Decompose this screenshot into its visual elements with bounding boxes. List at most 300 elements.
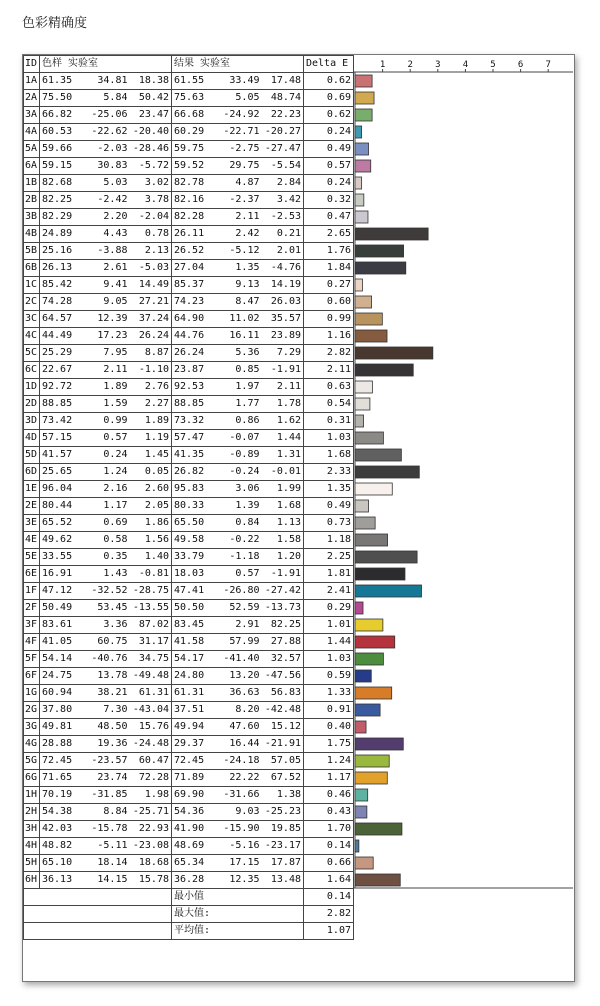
delta-e-value: 2.65 (304, 226, 354, 243)
reference-lab-value: -28.46 (130, 141, 172, 158)
result-lab-value: -0.07 (214, 430, 262, 447)
delta-e-value: 2.11 (304, 362, 354, 379)
stat-label: 平均值: (172, 923, 304, 940)
delta-e-bar (355, 721, 366, 733)
delta-e-bar (355, 619, 383, 631)
reference-lab-value: 9.41 (82, 277, 130, 294)
delta-e-value: 2.25 (304, 549, 354, 566)
delta-e-bar (355, 636, 395, 648)
delta-e-bar (355, 126, 362, 138)
delta-e-bar (355, 330, 387, 342)
reference-lab-value: 4.43 (82, 226, 130, 243)
result-lab-value: -5.12 (214, 243, 262, 260)
delta-e-bar (355, 228, 428, 240)
reference-lab-value: 25.29 (40, 345, 82, 362)
stat-row (24, 889, 354, 906)
table-row (24, 226, 354, 243)
result-lab-value: -23.17 (262, 838, 304, 855)
delta-e-value: 0.62 (304, 73, 354, 90)
result-lab-value: 85.37 (172, 277, 214, 294)
patch-id: 5B (24, 243, 40, 260)
reference-lab-value: -22.62 (82, 124, 130, 141)
table-row (24, 158, 354, 175)
result-lab-value: 1.20 (262, 549, 304, 566)
reference-lab-value: 59.66 (40, 141, 82, 158)
table-row (24, 651, 354, 668)
table-row (24, 311, 354, 328)
delta-e-bar (355, 92, 374, 104)
table-row (24, 345, 354, 362)
patch-id: 2B (24, 192, 40, 209)
result-lab-value: 26.24 (172, 345, 214, 362)
reference-lab-value: -31.85 (82, 787, 130, 804)
table-row (24, 396, 354, 413)
delta-e-value: 1.81 (304, 566, 354, 583)
result-lab-value: 9.13 (214, 277, 262, 294)
reference-lab-value: 1.98 (130, 787, 172, 804)
result-lab-value: 37.51 (172, 702, 214, 719)
result-lab-value: 8.20 (214, 702, 262, 719)
result-lab-value: 48.74 (262, 90, 304, 107)
table-row (24, 107, 354, 124)
table-row (24, 855, 354, 872)
reference-lab-value: 1.24 (82, 464, 130, 481)
result-lab-value: -2.75 (214, 141, 262, 158)
reference-lab-value: 7.95 (82, 345, 130, 362)
delta-e-value: 0.24 (304, 124, 354, 141)
stat-blank (24, 906, 172, 923)
delta-e-value: 1.33 (304, 685, 354, 702)
reference-lab-value: 24.75 (40, 668, 82, 685)
result-lab-value: 82.78 (172, 175, 214, 192)
delta-e-value: 0.29 (304, 600, 354, 617)
delta-e-bar (355, 347, 433, 359)
result-lab-value: 47.41 (172, 583, 214, 600)
result-lab-value: -1.18 (214, 549, 262, 566)
result-lab-value: 71.89 (172, 770, 214, 787)
delta-e-bar-chart (353, 55, 573, 981)
reference-lab-value: 88.85 (40, 396, 82, 413)
result-lab-value: 8.47 (214, 294, 262, 311)
result-lab-value: 61.55 (172, 73, 214, 90)
delta-e-value: 1.18 (304, 532, 354, 549)
result-lab-value: 23.87 (172, 362, 214, 379)
table-row (24, 753, 354, 770)
reference-lab-value: 49.81 (40, 719, 82, 736)
result-lab-value: 0.85 (214, 362, 262, 379)
table-row (24, 362, 354, 379)
result-lab-value: 13.48 (262, 872, 304, 889)
delta-e-value: 0.69 (304, 90, 354, 107)
result-lab-value: -13.73 (262, 600, 304, 617)
reference-lab-value: 72.28 (130, 770, 172, 787)
reference-lab-value: -23.57 (82, 753, 130, 770)
delta-e-value: 1.01 (304, 617, 354, 634)
patch-id: 2A (24, 90, 40, 107)
delta-e-value: 0.73 (304, 515, 354, 532)
delta-e-value: 1.76 (304, 243, 354, 260)
reference-lab-value: -13.55 (130, 600, 172, 617)
patch-id: 2D (24, 396, 40, 413)
result-lab-value: 26.52 (172, 243, 214, 260)
result-lab-value: 18.03 (172, 566, 214, 583)
result-lab-value: 57.47 (172, 430, 214, 447)
reference-lab-value: 22.93 (130, 821, 172, 838)
delta-e-value: 0.24 (304, 175, 354, 192)
table-row (24, 243, 354, 260)
header-result-lab: 结果 实验室 (172, 56, 304, 73)
reference-lab-value: 19.36 (82, 736, 130, 753)
patch-id: 4C (24, 328, 40, 345)
result-lab-value: -20.27 (262, 124, 304, 141)
reference-lab-value: 12.39 (82, 311, 130, 328)
result-lab-value: 14.19 (262, 277, 304, 294)
table-row (24, 685, 354, 702)
result-lab-value: 1.39 (214, 498, 262, 515)
result-lab-value: 2.11 (214, 209, 262, 226)
reference-lab-value: 57.15 (40, 430, 82, 447)
reference-lab-value: 0.05 (130, 464, 172, 481)
result-lab-value: 0.84 (214, 515, 262, 532)
result-lab-value: -5.54 (262, 158, 304, 175)
result-lab-value: -31.66 (214, 787, 262, 804)
patch-id: 3B (24, 209, 40, 226)
delta-e-bar (355, 806, 367, 818)
patch-id: 1B (24, 175, 40, 192)
page-title: 色彩精确度 (22, 16, 88, 31)
result-lab-value: 17.48 (262, 73, 304, 90)
table-row (24, 702, 354, 719)
result-lab-value: 72.45 (172, 753, 214, 770)
reference-lab-value: 48.82 (40, 838, 82, 855)
reference-lab-value: 31.17 (130, 634, 172, 651)
stat-blank (24, 923, 172, 940)
reference-lab-value: 25.65 (40, 464, 82, 481)
result-lab-value: 35.57 (262, 311, 304, 328)
delta-e-value: 0.99 (304, 311, 354, 328)
delta-e-value: 1.24 (304, 753, 354, 770)
result-lab-value: 19.85 (262, 821, 304, 838)
reference-lab-value: 1.19 (130, 430, 172, 447)
delta-e-value: 0.43 (304, 804, 354, 821)
reference-lab-value: 41.05 (40, 634, 82, 651)
patch-id: 6H (24, 872, 40, 889)
reference-lab-value: 50.49 (40, 600, 82, 617)
reference-lab-value: 60.94 (40, 685, 82, 702)
table-row (24, 141, 354, 158)
table-row (24, 73, 354, 90)
table-row (24, 260, 354, 277)
result-lab-value: -41.40 (214, 651, 262, 668)
result-lab-value: 32.57 (262, 651, 304, 668)
result-lab-value: 1.38 (262, 787, 304, 804)
patch-id: 3A (24, 107, 40, 124)
reference-lab-value: 26.13 (40, 260, 82, 277)
reference-lab-value: 59.15 (40, 158, 82, 175)
reference-lab-value: -3.88 (82, 243, 130, 260)
patch-id: 1D (24, 379, 40, 396)
delta-e-value: 0.27 (304, 277, 354, 294)
table-row (24, 838, 354, 855)
axis-tick-label: 3 (435, 60, 441, 70)
patch-id: 4F (24, 634, 40, 651)
reference-lab-value: 70.19 (40, 787, 82, 804)
delta-e-bar (355, 517, 375, 529)
table-header (24, 56, 354, 73)
reference-lab-value: 2.76 (130, 379, 172, 396)
reference-lab-value: 83.61 (40, 617, 82, 634)
result-lab-value: 9.03 (214, 804, 262, 821)
delta-e-bar (355, 415, 364, 427)
result-lab-value: 1.97 (214, 379, 262, 396)
reference-lab-value: 82.25 (40, 192, 82, 209)
result-lab-value: 11.02 (214, 311, 262, 328)
reference-lab-value: 28.88 (40, 736, 82, 753)
reference-lab-value: 65.10 (40, 855, 82, 872)
result-lab-value: -24.18 (214, 753, 262, 770)
result-lab-value: 1.13 (262, 515, 304, 532)
delta-e-value: 1.16 (304, 328, 354, 345)
delta-e-bar (355, 466, 419, 478)
delta-e-bar (355, 109, 372, 121)
axis-tick-label: 7 (545, 60, 551, 70)
result-lab-value: -15.90 (214, 821, 262, 838)
result-lab-value: 80.33 (172, 498, 214, 515)
table-row (24, 328, 354, 345)
delta-e-value: 1.84 (304, 260, 354, 277)
result-lab-value: 15.12 (262, 719, 304, 736)
reference-lab-value: 15.78 (130, 872, 172, 889)
delta-e-value: 0.40 (304, 719, 354, 736)
result-lab-value: 33.79 (172, 549, 214, 566)
result-lab-value: 3.42 (262, 192, 304, 209)
result-lab-value: 3.06 (214, 481, 262, 498)
delta-e-bar (355, 534, 388, 546)
patch-id: 6E (24, 566, 40, 583)
result-lab-value: -26.80 (214, 583, 262, 600)
result-lab-value: -2.53 (262, 209, 304, 226)
result-lab-value: 1.62 (262, 413, 304, 430)
result-lab-value: 1.68 (262, 498, 304, 515)
result-lab-value: 82.16 (172, 192, 214, 209)
patch-id: 4G (24, 736, 40, 753)
result-lab-value: 29.37 (172, 736, 214, 753)
result-lab-value: -5.16 (214, 838, 262, 855)
reference-lab-value: 54.14 (40, 651, 82, 668)
stat-row (24, 923, 354, 940)
patch-id: 1C (24, 277, 40, 294)
table-row (24, 566, 354, 583)
reference-lab-value: 22.67 (40, 362, 82, 379)
delta-e-bar (355, 602, 363, 614)
result-lab-value: 41.58 (172, 634, 214, 651)
delta-e-value: 0.66 (304, 855, 354, 872)
result-lab-value: 26.03 (262, 294, 304, 311)
result-lab-value: -2.37 (214, 192, 262, 209)
reference-lab-value: 80.44 (40, 498, 82, 515)
table-row (24, 804, 354, 821)
delta-e-value: 1.35 (304, 481, 354, 498)
reference-lab-value: -2.03 (82, 141, 130, 158)
result-lab-value: 73.32 (172, 413, 214, 430)
patch-id: 6F (24, 668, 40, 685)
table-row (24, 634, 354, 651)
reference-lab-value: 24.89 (40, 226, 82, 243)
reference-lab-value: 2.11 (82, 362, 130, 379)
delta-e-value: 1.44 (304, 634, 354, 651)
reference-lab-value: 2.13 (130, 243, 172, 260)
result-lab-value: 17.15 (214, 855, 262, 872)
reference-lab-value: -2.42 (82, 192, 130, 209)
result-lab-value: 60.29 (172, 124, 214, 141)
reference-lab-value: 71.65 (40, 770, 82, 787)
reference-lab-value: -25.71 (130, 804, 172, 821)
result-lab-value: 7.29 (262, 345, 304, 362)
reference-lab-value: 74.28 (40, 294, 82, 311)
table-row (24, 294, 354, 311)
patch-id: 6C (24, 362, 40, 379)
delta-e-bar (355, 874, 400, 886)
patch-id: 1E (24, 481, 40, 498)
patch-id: 3G (24, 719, 40, 736)
color-accuracy-table (23, 55, 354, 940)
patch-id: 2C (24, 294, 40, 311)
reference-lab-value: 38.21 (82, 685, 130, 702)
header-delta-e: Delta E (304, 56, 354, 73)
result-lab-value: -25.23 (262, 804, 304, 821)
delta-e-bar (355, 551, 417, 563)
reference-lab-value: 2.61 (82, 260, 130, 277)
reference-lab-value: 64.57 (40, 311, 82, 328)
result-lab-value: -0.22 (214, 532, 262, 549)
table-row (24, 124, 354, 141)
reference-lab-value: 3.02 (130, 175, 172, 192)
delta-e-value: 1.68 (304, 447, 354, 464)
reference-lab-value: 44.49 (40, 328, 82, 345)
result-lab-value: 26.82 (172, 464, 214, 481)
reference-lab-value: -1.10 (130, 362, 172, 379)
delta-e-value: 0.47 (304, 209, 354, 226)
stat-blank (24, 889, 172, 906)
reference-lab-value: 54.38 (40, 804, 82, 821)
reference-lab-value: 87.02 (130, 617, 172, 634)
axis-tick-label: 2 (407, 60, 413, 70)
delta-e-value: 0.46 (304, 787, 354, 804)
delta-e-bar (355, 772, 387, 784)
delta-e-value: 0.49 (304, 141, 354, 158)
delta-e-value: 0.54 (304, 396, 354, 413)
result-lab-value: -27.47 (262, 141, 304, 158)
result-lab-value: 59.75 (172, 141, 214, 158)
patch-id: 3F (24, 617, 40, 634)
reference-lab-value: 2.20 (82, 209, 130, 226)
delta-e-bar (355, 687, 392, 699)
reference-lab-value: 1.89 (82, 379, 130, 396)
delta-e-bar (355, 840, 359, 852)
reference-lab-value: 37.80 (40, 702, 82, 719)
reference-lab-value: 5.84 (82, 90, 130, 107)
result-lab-value: -21.91 (262, 736, 304, 753)
delta-e-value: 0.14 (304, 838, 354, 855)
result-lab-value: 67.52 (262, 770, 304, 787)
patch-id: 6G (24, 770, 40, 787)
result-lab-value: -1.91 (262, 362, 304, 379)
reference-lab-value: 60.47 (130, 753, 172, 770)
reference-lab-value: 0.99 (82, 413, 130, 430)
reference-lab-value: 23.47 (130, 107, 172, 124)
result-lab-value: 16.44 (214, 736, 262, 753)
result-lab-value: 26.11 (172, 226, 214, 243)
stat-label: 最大值: (172, 906, 304, 923)
table-row (24, 872, 354, 889)
table-row (24, 787, 354, 804)
reference-lab-value: 0.69 (82, 515, 130, 532)
header-id: ID (24, 56, 40, 73)
table-row (24, 532, 354, 549)
reference-lab-value: 18.14 (82, 855, 130, 872)
result-lab-value: 5.05 (214, 90, 262, 107)
result-lab-value: 1.58 (262, 532, 304, 549)
result-lab-value: 16.11 (214, 328, 262, 345)
axis-tick-label: 1 (379, 60, 386, 70)
patch-id: 6B (24, 260, 40, 277)
reference-lab-value: 73.42 (40, 413, 82, 430)
patch-id: 1G (24, 685, 40, 702)
patch-id: 3C (24, 311, 40, 328)
result-lab-value: 5.36 (214, 345, 262, 362)
table-row (24, 192, 354, 209)
reference-lab-value: 50.42 (130, 90, 172, 107)
reference-lab-value: 1.59 (82, 396, 130, 413)
table-row (24, 770, 354, 787)
reference-lab-value: 65.52 (40, 515, 82, 532)
reference-lab-value: 9.05 (82, 294, 130, 311)
patch-id: 4H (24, 838, 40, 855)
patch-id: 3D (24, 413, 40, 430)
reference-lab-value: 53.45 (82, 600, 130, 617)
reference-lab-value: 30.83 (82, 158, 130, 175)
result-lab-value: 1.77 (214, 396, 262, 413)
delta-e-bar (355, 143, 369, 155)
patch-id: 2F (24, 600, 40, 617)
reference-lab-value: 27.21 (130, 294, 172, 311)
delta-e-bar (355, 704, 380, 716)
stat-value: 1.07 (304, 923, 354, 940)
result-lab-value: 33.49 (214, 73, 262, 90)
reference-lab-value: 1.40 (130, 549, 172, 566)
reference-lab-value: 8.87 (130, 345, 172, 362)
table-row (24, 447, 354, 464)
reference-lab-value: 3.36 (82, 617, 130, 634)
reference-lab-value: -25.06 (82, 107, 130, 124)
result-lab-value: 75.63 (172, 90, 214, 107)
delta-e-value: 0.63 (304, 379, 354, 396)
reference-lab-value: -15.78 (82, 821, 130, 838)
result-lab-value: 0.86 (214, 413, 262, 430)
reference-lab-value: -40.76 (82, 651, 130, 668)
delta-e-bar (355, 738, 403, 750)
delta-e-bar (355, 313, 382, 325)
delta-e-bar (355, 449, 401, 461)
reference-lab-value: 36.13 (40, 872, 82, 889)
reference-lab-value: 17.23 (82, 328, 130, 345)
patch-id: 3H (24, 821, 40, 838)
patch-id: 2G (24, 702, 40, 719)
table-row (24, 430, 354, 447)
axis-tick-label: 5 (490, 60, 496, 70)
reference-lab-value: -23.08 (130, 838, 172, 855)
result-lab-value: 56.83 (262, 685, 304, 702)
